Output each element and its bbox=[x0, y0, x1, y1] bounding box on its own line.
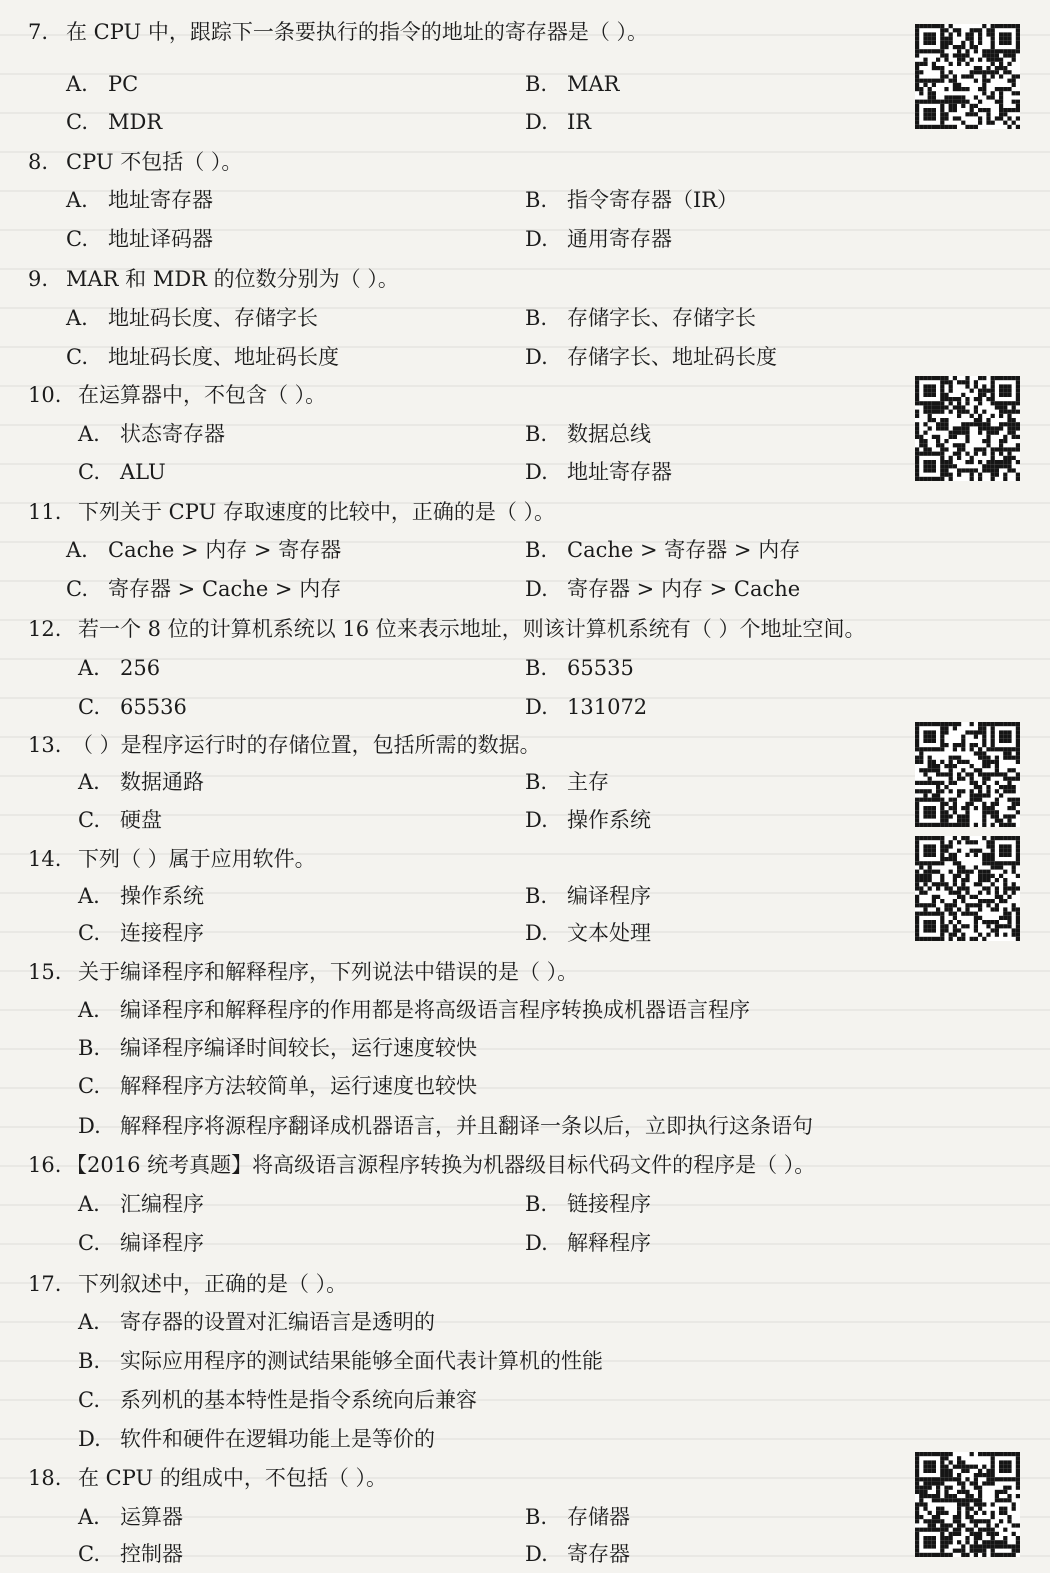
option-c bbox=[78, 1072, 477, 1100]
option-text: Cache > 寄存器 > 内存 bbox=[567, 538, 801, 562]
option-a bbox=[78, 882, 204, 910]
option-label: D. bbox=[525, 227, 548, 251]
option-label: C. bbox=[78, 808, 100, 832]
qr-code bbox=[915, 836, 1020, 941]
option-a bbox=[78, 420, 225, 448]
option-label: C. bbox=[78, 1542, 100, 1566]
option-text: 存储字长、存储字长 bbox=[567, 306, 756, 330]
option-a bbox=[78, 768, 204, 796]
option-text: 65535 bbox=[567, 656, 634, 680]
option-b bbox=[525, 70, 619, 98]
option-c bbox=[78, 693, 187, 721]
option-label: B. bbox=[525, 72, 548, 96]
option-b bbox=[525, 304, 756, 332]
option-label: B. bbox=[525, 1192, 548, 1216]
option-text: 存储器 bbox=[567, 1505, 630, 1529]
option-d bbox=[525, 343, 777, 371]
option-text: 指令寄存器（IR） bbox=[567, 188, 739, 212]
question-number: 15. bbox=[28, 960, 62, 984]
question-text: 在 CPU 中，跟踪下一条要执行的指令的地址的寄存器是（ ）。 bbox=[66, 20, 649, 44]
option-text: 系列机的基本特性是指令系统向后兼容 bbox=[120, 1388, 477, 1412]
question-number: 9. bbox=[28, 267, 49, 291]
option-text: 131072 bbox=[567, 695, 648, 719]
option-label: C. bbox=[66, 110, 88, 134]
question-text: 下列关于 CPU 存取速度的比较中，正确的是（ ）。 bbox=[78, 500, 556, 524]
option-c bbox=[78, 806, 162, 834]
option-d bbox=[78, 1112, 813, 1140]
option-a bbox=[66, 70, 138, 98]
question-number: 13. bbox=[28, 733, 62, 757]
question-text: （ ）是程序运行时的存储位置，包括所需的数据。 bbox=[72, 733, 541, 757]
option-b bbox=[525, 1190, 651, 1218]
option-label: C. bbox=[66, 345, 88, 369]
question-number: 11. bbox=[28, 500, 62, 524]
option-label: C. bbox=[78, 1231, 100, 1255]
option-a bbox=[78, 1308, 435, 1336]
option-label: A. bbox=[78, 1505, 100, 1529]
option-label: D. bbox=[525, 345, 548, 369]
question-text: 若一个 8 位的计算机系统以 16 位来表示地址，则该计算机系统有（ ）个地址空间。 bbox=[78, 617, 866, 641]
option-label: C. bbox=[78, 1388, 100, 1412]
option-label: D. bbox=[525, 460, 548, 484]
question-number: 16. bbox=[28, 1153, 62, 1177]
option-text: 地址码长度、地址码长度 bbox=[108, 345, 339, 369]
option-label: C. bbox=[78, 1074, 100, 1098]
option-c bbox=[66, 575, 341, 603]
option-a bbox=[66, 304, 318, 332]
question-number: 14. bbox=[28, 847, 62, 871]
option-text: 链接程序 bbox=[567, 1192, 651, 1216]
option-d bbox=[78, 1425, 435, 1453]
option-label: B. bbox=[525, 306, 548, 330]
option-label: A. bbox=[78, 1192, 100, 1216]
option-d bbox=[525, 693, 647, 721]
option-label: B. bbox=[78, 1036, 101, 1060]
option-a bbox=[66, 186, 213, 214]
option-text: MAR bbox=[567, 72, 620, 96]
option-text: 256 bbox=[120, 656, 161, 680]
question-text: 下列（ ）属于应用软件。 bbox=[78, 847, 316, 871]
option-text: 寄存器 > Cache > 内存 bbox=[108, 577, 342, 601]
option-label: A. bbox=[66, 188, 88, 212]
option-label: B. bbox=[78, 1349, 101, 1373]
option-c bbox=[66, 343, 339, 371]
option-d bbox=[525, 806, 651, 834]
option-text: 编译程序 bbox=[120, 1231, 204, 1255]
option-label: B. bbox=[525, 884, 548, 908]
option-label: A. bbox=[66, 72, 88, 96]
option-b bbox=[525, 768, 609, 796]
option-label: A. bbox=[66, 306, 88, 330]
option-label: C. bbox=[66, 577, 88, 601]
option-label: C. bbox=[66, 227, 88, 251]
option-a bbox=[66, 536, 341, 564]
option-text: 数据总线 bbox=[567, 422, 651, 446]
option-label: D. bbox=[525, 1231, 548, 1255]
option-b bbox=[525, 536, 800, 564]
option-label: D. bbox=[525, 695, 548, 719]
option-text: 地址码长度、存储字长 bbox=[108, 306, 318, 330]
option-text: 地址寄存器 bbox=[108, 188, 213, 212]
option-b bbox=[78, 1347, 603, 1375]
option-text: 控制器 bbox=[120, 1542, 183, 1566]
option-text: 数据通路 bbox=[120, 770, 204, 794]
option-label: A. bbox=[78, 770, 100, 794]
option-label: C. bbox=[78, 921, 100, 945]
option-text: 编译程序 bbox=[567, 884, 651, 908]
question-number: 10. bbox=[28, 383, 62, 407]
option-text: IR bbox=[567, 110, 592, 134]
option-text: PC bbox=[108, 72, 139, 96]
option-label: A. bbox=[78, 1310, 100, 1334]
option-c bbox=[78, 1540, 183, 1568]
option-c bbox=[78, 458, 166, 486]
option-label: C. bbox=[78, 695, 100, 719]
option-d bbox=[525, 575, 800, 603]
question-number: 17. bbox=[28, 1272, 62, 1296]
option-label: D. bbox=[78, 1114, 101, 1138]
option-label: A. bbox=[78, 422, 100, 446]
question-text: 【2016 统考真题】将高级语言源程序转换为机器级目标代码文件的程序是（ ）。 bbox=[66, 1153, 816, 1177]
option-label: D. bbox=[78, 1427, 101, 1451]
option-label: A. bbox=[78, 884, 100, 908]
option-b bbox=[525, 654, 634, 682]
question-number: 12. bbox=[28, 617, 62, 641]
option-label: B. bbox=[525, 538, 548, 562]
option-c bbox=[78, 919, 204, 947]
option-label: A. bbox=[78, 656, 100, 680]
option-d bbox=[525, 108, 591, 136]
option-text: 运算器 bbox=[120, 1505, 183, 1529]
option-a bbox=[78, 654, 160, 682]
option-label: D. bbox=[525, 808, 548, 832]
option-text: 操作系统 bbox=[567, 808, 651, 832]
option-label: A. bbox=[78, 998, 100, 1022]
option-d bbox=[525, 225, 672, 253]
question-text: 下列叙述中，正确的是（ ）。 bbox=[78, 1272, 348, 1296]
option-label: D. bbox=[525, 1542, 548, 1566]
option-text: 寄存器的设置对汇编语言是透明的 bbox=[120, 1310, 435, 1334]
option-label: D. bbox=[525, 577, 548, 601]
option-a bbox=[78, 996, 750, 1024]
option-text: 通用寄存器 bbox=[567, 227, 672, 251]
option-c bbox=[66, 225, 213, 253]
question-number: 8. bbox=[28, 150, 49, 174]
option-text: 存储字长、地址码长度 bbox=[567, 345, 777, 369]
option-text: 硬盘 bbox=[120, 808, 162, 832]
question-number: 18. bbox=[28, 1466, 62, 1490]
option-c bbox=[66, 108, 162, 136]
option-c bbox=[78, 1386, 477, 1414]
option-text: Cache > 内存 > 寄存器 bbox=[108, 538, 342, 562]
option-text: 寄存器 bbox=[567, 1542, 630, 1566]
option-text: 解释程序 bbox=[567, 1231, 651, 1255]
option-b bbox=[525, 186, 738, 214]
option-label: B. bbox=[525, 656, 548, 680]
qr-code bbox=[915, 24, 1020, 129]
option-label: C. bbox=[78, 460, 100, 484]
option-d bbox=[525, 1229, 651, 1257]
option-b bbox=[78, 1034, 477, 1062]
option-text: 文本处理 bbox=[567, 921, 651, 945]
option-text: 地址寄存器 bbox=[567, 460, 672, 484]
qr-code bbox=[915, 722, 1020, 827]
option-label: B. bbox=[525, 770, 548, 794]
option-text: 编译程序编译时间较长，运行速度较快 bbox=[120, 1036, 477, 1060]
option-text: 寄存器 > 内存 > Cache bbox=[567, 577, 801, 601]
option-text: 编译程序和解释程序的作用都是将高级语言程序转换成机器语言程序 bbox=[120, 998, 750, 1022]
option-label: A. bbox=[66, 538, 88, 562]
option-label: B. bbox=[525, 188, 548, 212]
qr-code bbox=[915, 376, 1020, 481]
option-a bbox=[78, 1190, 204, 1218]
option-text: 解释程序方法较简单，运行速度也较快 bbox=[120, 1074, 477, 1098]
option-text: 汇编程序 bbox=[120, 1192, 204, 1216]
option-text: 解释程序将源程序翻译成机器语言，并且翻译一条以后，立即执行这条语句 bbox=[120, 1114, 813, 1138]
option-label: D. bbox=[525, 921, 548, 945]
option-text: MDR bbox=[108, 110, 163, 134]
option-b bbox=[525, 420, 651, 448]
option-text: 状态寄存器 bbox=[120, 422, 225, 446]
option-c bbox=[78, 1229, 204, 1257]
question-text: 关于编译程序和解释程序，下列说法中错误的是（ ）。 bbox=[78, 960, 579, 984]
option-text: 软件和硬件在逻辑功能上是等价的 bbox=[120, 1427, 435, 1451]
option-text: 地址译码器 bbox=[108, 227, 213, 251]
option-a bbox=[78, 1503, 183, 1531]
qr-code bbox=[915, 1452, 1020, 1557]
option-label: B. bbox=[525, 422, 548, 446]
question-text: MAR 和 MDR 的位数分别为（ ）。 bbox=[66, 267, 399, 291]
question-number: 7. bbox=[28, 20, 49, 44]
question-text: 在 CPU 的组成中，不包括（ ）。 bbox=[78, 1466, 388, 1490]
option-label: D. bbox=[525, 110, 548, 134]
option-text: 连接程序 bbox=[120, 921, 204, 945]
option-d bbox=[525, 919, 651, 947]
option-b bbox=[525, 882, 651, 910]
option-d bbox=[525, 458, 672, 486]
question-text: 在运算器中，不包含（ ）。 bbox=[78, 383, 327, 407]
option-d bbox=[525, 1540, 630, 1568]
option-text: 65536 bbox=[120, 695, 187, 719]
option-text: 操作系统 bbox=[120, 884, 204, 908]
option-text: 主存 bbox=[567, 770, 609, 794]
option-label: B. bbox=[525, 1505, 548, 1529]
option-text: 实际应用程序的测试结果能够全面代表计算机的性能 bbox=[120, 1349, 603, 1373]
option-text: ALU bbox=[120, 460, 166, 484]
question-text: CPU 不包括（ ）。 bbox=[66, 150, 243, 174]
option-b bbox=[525, 1503, 630, 1531]
